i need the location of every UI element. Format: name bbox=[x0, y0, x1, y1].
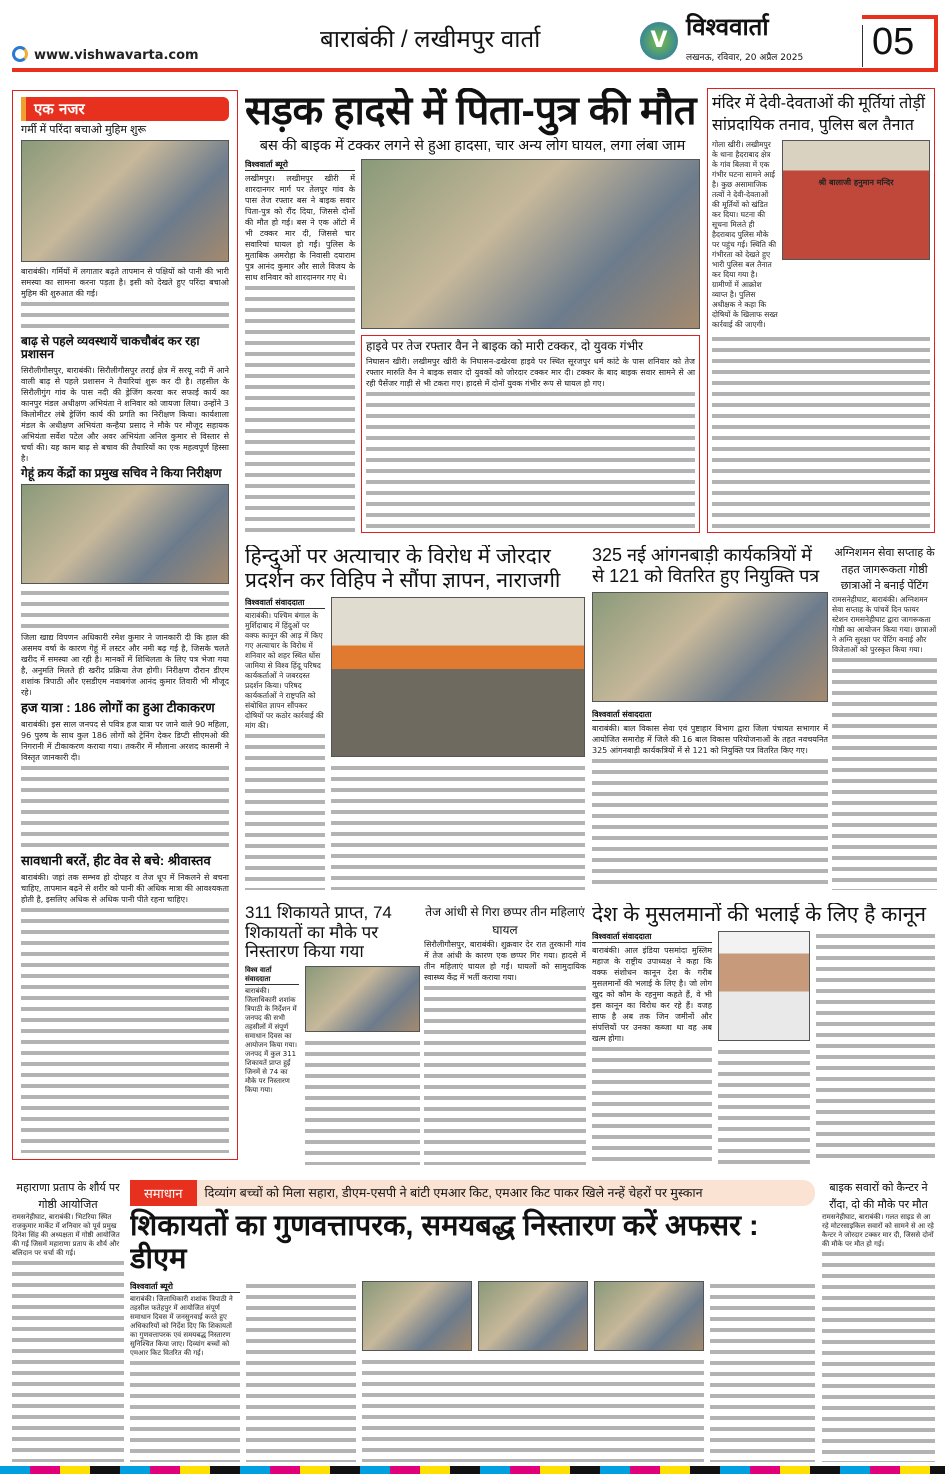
story-title: सावधानी बरतें, हीट वेव से बचे: श्रीवास्तव bbox=[21, 852, 211, 868]
photo-mr-kit-distribution bbox=[478, 1281, 588, 1351]
temple-headline: मंदिर में देवी-देवताओं की मूर्तियां तोड़ीं सांप्रदायिक तनाव, पुलिस बल तैनात bbox=[712, 95, 926, 134]
photo-bird-campaign bbox=[21, 140, 229, 262]
color-registration-strip bbox=[0, 1466, 945, 1474]
sub-story-van-crash bbox=[361, 335, 700, 533]
sub-headline: हाइवे पर तेज रफ्तार वैन ने बाइक को मारी टक्कर, दो युवक गंभीर bbox=[366, 338, 644, 353]
brand-name: विश्ववार्ता bbox=[686, 14, 769, 41]
byline: विश्ववार्ता संवाददाता bbox=[592, 931, 712, 943]
ek-nazar-tag: एक नजर bbox=[21, 97, 229, 121]
masthead bbox=[0, 0, 945, 72]
page-number-box bbox=[862, 15, 938, 69]
bottom-right-headline: बाइक सवारों को कैन्टर ने रौंदा, दो की मौके पर मौत bbox=[829, 1182, 928, 1211]
bottom-right-body: रामसनेहीघाट, बाराबंकी। गलत साइड से आ रहे मोटरसाइकिल सवारों को सामने से आ रहे कैन्टर ने जोरदार टक्कर मार दी, जिससे दोनों की मौके पर मौत हो गई। bbox=[822, 1213, 934, 1248]
photo-appointment-letters bbox=[592, 592, 828, 702]
samadhan-story bbox=[130, 1180, 815, 1462]
byline: विश्ववार्ता संवाददाता bbox=[245, 597, 325, 609]
vhp-story bbox=[245, 545, 585, 890]
vhp-body: बाराबंकी। पश्चिम बंगाल के मुर्शिदाबाद में हिंदुओं पर वक्फ कानून की आड़ में किए गए अत्याचार के विरोध में शनिवार को शहर स्थित धोंस जामिया से विश्व हिंदू परिषद कार्यकर्ताओं ने जबरदस्त प्रदर्शन किया। परिषद कार्यकर्ताओं ने राष्ट्रपति को संबोधित ज्ञापन सौंपकर दोषियों पर कठोर कार्रवाई की मांग की। bbox=[245, 611, 324, 731]
bottom-left-body: रामसनेहीघाट, बाराबंकी। भिटरिया स्थित राजकुमार मार्केट में शनिवार को पूर्व प्रमुख दिनेश सिंह की अध्यक्षता में गोष्ठी आयोजित की गई जिसमें महाराणा प्रताप के शौर्य और बलिदान पर चर्चा की गई। bbox=[12, 1213, 120, 1257]
photo-dm-hearing bbox=[362, 1281, 472, 1351]
samadhan-headline: शिकायतों का गुणवत्तापरक, समयबद्ध निस्तारण करें अफसर : डीएम bbox=[130, 1210, 759, 1276]
storm-story bbox=[424, 903, 586, 1165]
byline: विश्व वार्ता संवाददाता bbox=[245, 966, 299, 985]
temple-story bbox=[707, 88, 935, 533]
anganwadi-story bbox=[592, 545, 828, 890]
fire-week-story bbox=[832, 545, 937, 890]
lead-headline: सड़क हादसे में पिता-पुत्र की मौत bbox=[245, 89, 697, 133]
fire-body: रामसनेहीघाट, बाराबंकी। अग्निशमन सेवा सप्ताह के पांचवें दिन फायर स्टेशन रामसनेहीघाट द्वारा जागरूकता गोष्ठी का आयोजन किया गया। छात्राओं ने अग्नि सुरक्षा पर पेंटिंग बनाई और विजेताओं को पुरस्कृत किया गया। bbox=[832, 594, 937, 654]
fire-headline: अग्निशमन सेवा सप्ताह के तहत जागरूकता गोष्ठी छात्राओं ने बनाई पेंटिंग bbox=[834, 547, 935, 592]
samadhan-body: बाराबंकी। जिलाधिकारी शशांक त्रिपाठी ने तहसील फतेहपुर में आयोजित संपूर्ण समाधान दिवस में जनसुनवाई करते हुए अधिकारियों को निर्देश दिए कि शिकायतों का गुणवत्तापरक एवं समयबद्ध निस्तारण सुनिश्चित किया जाए। दिव्यांग बच्चों को एमआर किट वितरित की गई। bbox=[130, 1294, 233, 1357]
byline: विश्ववार्ता ब्यूरो bbox=[130, 1281, 240, 1293]
bottom-left-story bbox=[12, 1180, 124, 1462]
photo-speaker-portrait bbox=[718, 931, 810, 1041]
bottom-right-story bbox=[822, 1180, 935, 1462]
story-title: गेहूं क्रय केंद्रों का प्रमुख सचिव ने किया निरीक्षण bbox=[21, 466, 222, 481]
section-title: बाराबंकी / लखीमपुर वार्ता bbox=[320, 26, 541, 53]
muslims-headline: देश के मुसलमानों की भलाई के लिए है कानून bbox=[592, 903, 927, 926]
lead-story bbox=[245, 88, 700, 533]
photo-accident-scene bbox=[361, 159, 700, 329]
left-column bbox=[12, 90, 238, 1160]
lead-body: लखीमपुर। लखीमपुर खीरी में शारदानगर मार्ग पर तेलपुर गांव के पास तेज रफ्तार बस ने बाइक सवार पिता-पुत्र को रौंद दिया, जिससे दोनों की मौत हो गई। बस ने एक ऑटो में भी टक्कर मार दी, जिससे चार सवारियां घायल हो गईं। पुलिस के मुताबिक अमरोहा के निवासी दयाराम पुत्र आनंद कुमार और साले विजय के साथ शनिवार को शारदानगर गए थे। bbox=[245, 173, 355, 282]
temple-sign: श्री बालाजी हनुमान मन्दिर bbox=[818, 178, 894, 188]
sub-body: निघासन खीरी। लखीमपुर खीरी के निघासन-ढखेरवा हाइवे पर स्थित सूरजपुर धर्म कांटे के पास शनिवार को तेज रफ्तार मारुति वैन ने बाइक सवार दो युवकों को जोरदार टक्कर मार दी। टक्कर के बाद बाइक सवार सामने से आ रही पैसेंजर गाड़ी से भी टकरा गए। हादसे में दोनों युवक गंभीर रूप से घायल हो गए। bbox=[366, 357, 695, 389]
brand-logo: V bbox=[640, 22, 678, 60]
dateline: लखनऊ, रविवार, 20 अप्रैल 2025 bbox=[686, 53, 804, 63]
samadhan-tag: समाधान bbox=[130, 1180, 197, 1206]
photo-samadhan-diwas bbox=[305, 966, 420, 1032]
photo-children bbox=[594, 1281, 704, 1351]
lead-subheadline: बस की बाइक में टक्कर लगने से हुआ हादसा, चार अन्य लोग घायल, लगा लंबा जाम bbox=[259, 138, 686, 154]
photo-wheat-inspection bbox=[21, 484, 229, 584]
globe-icon bbox=[12, 46, 28, 62]
samadhan-strap: दिव्यांग बच्चों को मिला सहारा, डीएम-एसपी ने बांटी एमआर किट, एमआर किट पाकर खिले नन्हें चेहरों पर मुस्कान bbox=[204, 1185, 703, 1200]
complaints-headline: 311 शिकायते प्राप्त, 74 शिकायतों का मौके पर निस्तारण किया गया bbox=[245, 903, 392, 962]
website-url[interactable]: www.vishwavarta.com bbox=[34, 48, 199, 63]
story-body: सिरौलीगौसपुर, बाराबंकी। सिरौलीगौसपुर तराई क्षेत्र में सरयू नदी में आने वाली बाढ़ से पहले प्रशासन ने तैयारियां शुरू कर दी है। तहसील के सिरौलीगुंग गांव के पास नदी की ड्रेजिंग करवा कर सफाई कार्य का कानपुर मंडल अधीक्षण अभियंता ने शनिवार को जायजा लिया। उन्होंने 3 किलोमीटर लंबे ड्रेजिंग कार्य की प्रगति का निरीक्षण किया। कार्यशाला मंडल के अधीक्षण अभियंता कन्हैया प्रसाद ने मौके पर मौजूद सहायक अभियंता सर्वेश पटेल और अवर अभियंता अनिल कुमार से विस्तार से चर्चा की। यह काम बाढ़ से बचाव की तैयारियों का एक महत्वपूर्ण हिस्सा है। bbox=[21, 366, 229, 464]
story-body: बाराबंकी। इस साल जनपद से पवित्र हज यात्रा पर जाने वाले 90 महिला, 96 पुरुष के साथ कुल 186 लोगों को ट्रेनिंग देकर डिप्टी सीएमओ की निगरानी में टीकाकरण कराया गया। तकरीर में मौलाना अरशद कासमी ने विस्तृत जानकारी दी। bbox=[21, 719, 229, 762]
muslims-story bbox=[592, 903, 935, 1165]
complaints-story bbox=[245, 903, 420, 1165]
story-body: बाराबंकी। जहां तक सम्भव हो दोपहर व तेज धूप में निकलने से बचना चाहिए, तापमान बढ़ने से शरीर को पानी की अधिक मात्रा की आवश्यकता होती है, इसलिए अधिक से अधिक पानी पीते रहना चाहिए। bbox=[21, 872, 229, 904]
photo-vhp-protest bbox=[331, 597, 585, 757]
bottom-left-headline: महाराणा प्रताप के शौर्य पर गोष्ठी आयोजित bbox=[16, 1182, 120, 1211]
vhp-headline: हिन्दुओं पर अत्याचार के विरोध में जोरदार प्रदर्शन कर विहिप ने सौंपा ज्ञापन, नाराजगी bbox=[245, 545, 561, 593]
muslims-body: बाराबंकी। आल इंडिया पसमांदा मुस्लिम महाज के राष्ट्रीय उपाध्यक्ष ने कहा कि वक्फ संशोधन कानून देश के गरीब मुसलमानों की भलाई के लिए है। जो लोग खुद को कौम के रहनुमा कहते हैं, वे भी इस कानून का विरोध कर रहे हैं। वजह साफ है अब तक जिन जमीनों और संपत्तियों पर उनका कब्जा था वह अब खत्म होगा। bbox=[592, 946, 712, 1044]
story-title: बाढ़ से पहले व्यवस्थायें चाकचौबंद कर रहा प्रशासन bbox=[21, 333, 200, 362]
page-number: 05 bbox=[872, 21, 915, 63]
anganwadi-headline: 325 नई आंगनबाड़ी कार्यकत्रियों में से 121 को वितरित हुए नियुक्ति पत्र bbox=[592, 545, 820, 586]
byline: विश्ववार्ता ब्यूरो bbox=[245, 159, 355, 171]
byline: विश्ववार्ता संवाददाता bbox=[592, 710, 652, 720]
story-body: जिला खाद्य विपणन अधिकारी रमेश कुमार ने जानकारी दी कि हाल की असमय वर्षा के कारण गेहूं में लस्टर और नमी बढ़ गई है, जिसके चलते खरीद में समस्या आ रही है। मानकों में शिथिलता के लिए पत्र भेजा गया है, अनुमति मिलते ही खरीद प्रक्रिया तेज होगी। निरीक्षण दौरान डीएम शशांक त्रिपाठी और एसडीएम नवाबगंज आनंद कुमार तिवारी भी मौजूद रहे। bbox=[21, 633, 229, 698]
complaints-body: बाराबंकी। जिलाधिकारी शशांक त्रिपाठी के निर्देशन में जनपद की सभी तहसीलों में संपूर्ण समाधान दिवस का आयोजन किया गया। जनपद में कुल 311 शिकायतें प्राप्त हुईं जिनमें से 74 का मौके पर निस्तारण किया गया। bbox=[245, 986, 298, 1094]
storm-body: सिरौलीगौसपुर, बाराबंकी। शुक्रवार देर रात तुरकानी गांव में तेज आंधी के कारण एक छप्पर गिर गया। हादसे में तीन महिलाएं घायल हो गईं। घायलों को सामुदायिक स्वास्थ्य केंद्र में भर्ती कराया गया। bbox=[424, 940, 586, 982]
temple-body: गोला खीरी। लखीमपुर के थाना हैदराबाद क्षेत्र के गांव बिलवा में एक गंभीर घटना सामने आई है। कुछ असामाजिक तत्वों ने देवी-देवताओं की मूर्तियों को खंडित कर दिया। घटना की सूचना मिलते ही हैदराबाद पुलिस मौके पर पहुंच गई। स्थिति की गंभीरता को देखते हुए भारी पुलिस बल तैनात कर दिया गया है। ग्रामीणों में आक्रोश व्याप्त है। पुलिस अधीक्षक ने कहा कि दोषियों के खिलाफ सख्त कार्रवाई की जाएगी। bbox=[712, 140, 778, 330]
photo-temple bbox=[782, 140, 930, 260]
header-rule bbox=[12, 68, 938, 72]
anganwadi-body: बाराबंकी। बाल विकास सेवा एवं पुष्टाहार विभाग द्वारा जिला पंचायत सभागार में आयोजित समारोह में जिले की 16 बाल विकास परियोजनाओं के तहत नवचयनित 325 आंगनबाड़ी कार्यकत्रियों में से 121 को नियुक्ति पत्र वितरित किए गए। bbox=[592, 724, 828, 756]
story-body: बाराबंकी। गर्मियों में लगातार बढ़ते तापमान से पक्षियों को पानी की भारी समस्या का सामना करना पड़ता है। इसी को देखते हुए परिंदा बचाओ मुहिम की शुरुआत की गई। bbox=[21, 266, 229, 298]
story-title: गर्मी में परिंदा बचाओ मुहिम शुरू bbox=[21, 124, 147, 136]
storm-headline: तेज आंधी से गिरा छप्पर तीन महिलाएं घायल bbox=[425, 905, 585, 937]
story-title: हज यात्रा : 186 लोगों का हुआ टीकाकरण bbox=[21, 700, 215, 716]
